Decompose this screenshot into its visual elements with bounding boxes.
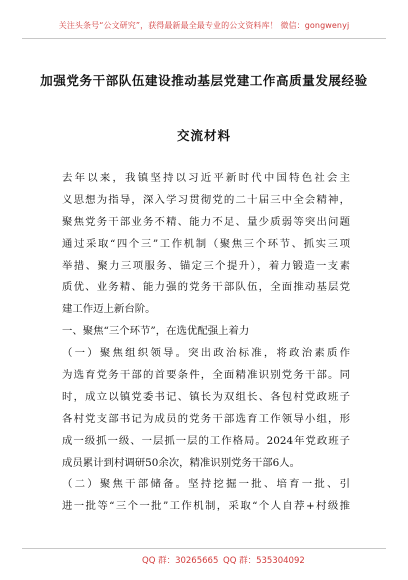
- footer-qq-group-1: QQ 群：30265665: [142, 556, 219, 566]
- paragraph-line: 成一级抓一级、一层抓一层的工作格局。2024年党政班子: [62, 434, 350, 447]
- paragraph-line: 成员累计到村调研50余次，精准识别党务干部6人。: [62, 456, 301, 469]
- paragraph-line: 建工作迈上新台阶。: [62, 303, 156, 316]
- paragraph-line: 通过采取“四个三”工作机制（聚焦三个环节、抓实三项: [62, 237, 350, 250]
- footer-qq-group-2: QQ 群：535304092: [223, 556, 305, 566]
- document-body: [62, 168, 350, 518]
- paragraph-line: 聚焦党务干部业务不精、能力不足、量少质弱等突出问题: [62, 215, 350, 228]
- paragraph-line: 为选育党务干部的首要条件，全面精准识别党务干部。同: [62, 369, 350, 382]
- paragraph-line: 举措、聚力三项服务、锚定三个提升），着力锻造一支素: [62, 259, 350, 272]
- header-banner: 关注头条号“公文研究”，获得最新最全最专业的公文资料库！ 微信：gongwenyj: [58, 21, 350, 30]
- section-heading: 一、聚焦“三个环节”，在选优配强上着力: [62, 325, 250, 338]
- paragraph-line: 质优、业务精、能力强的党务干部队伍，全面推动基层党: [62, 281, 350, 294]
- paragraph-line: 时，成立以镇党委书记、镇长为双组长、各包村党政班子: [62, 390, 350, 403]
- paragraph-line: 进一批等“三个一批”工作机制，采取“个人自荐+村级推: [62, 500, 350, 513]
- document-title: 加强党务干部队伍建设推动基层党建工作高质量发展经验: [40, 73, 368, 88]
- paragraph-line: （一）聚焦组织领导。突出政治标准，将政治素质作: [62, 347, 350, 360]
- header-divider: [22, 38, 386, 39]
- footer-divider: [22, 548, 386, 549]
- paragraph-line: 义思想为指导，深入学习贯彻党的二十届三中全会精神，: [62, 193, 350, 206]
- document-subtitle: 交流材料: [176, 128, 231, 143]
- paragraph-line: 去年以来，我镇坚持以习近平新时代中国特色社会主: [62, 172, 350, 184]
- paragraph-line: 各村党支部书记为成员的党务干部选育工作领导小组，形: [62, 412, 350, 425]
- paragraph-line: （二）聚焦干部储备。坚持挖掘一批、培育一批、引: [62, 478, 350, 491]
